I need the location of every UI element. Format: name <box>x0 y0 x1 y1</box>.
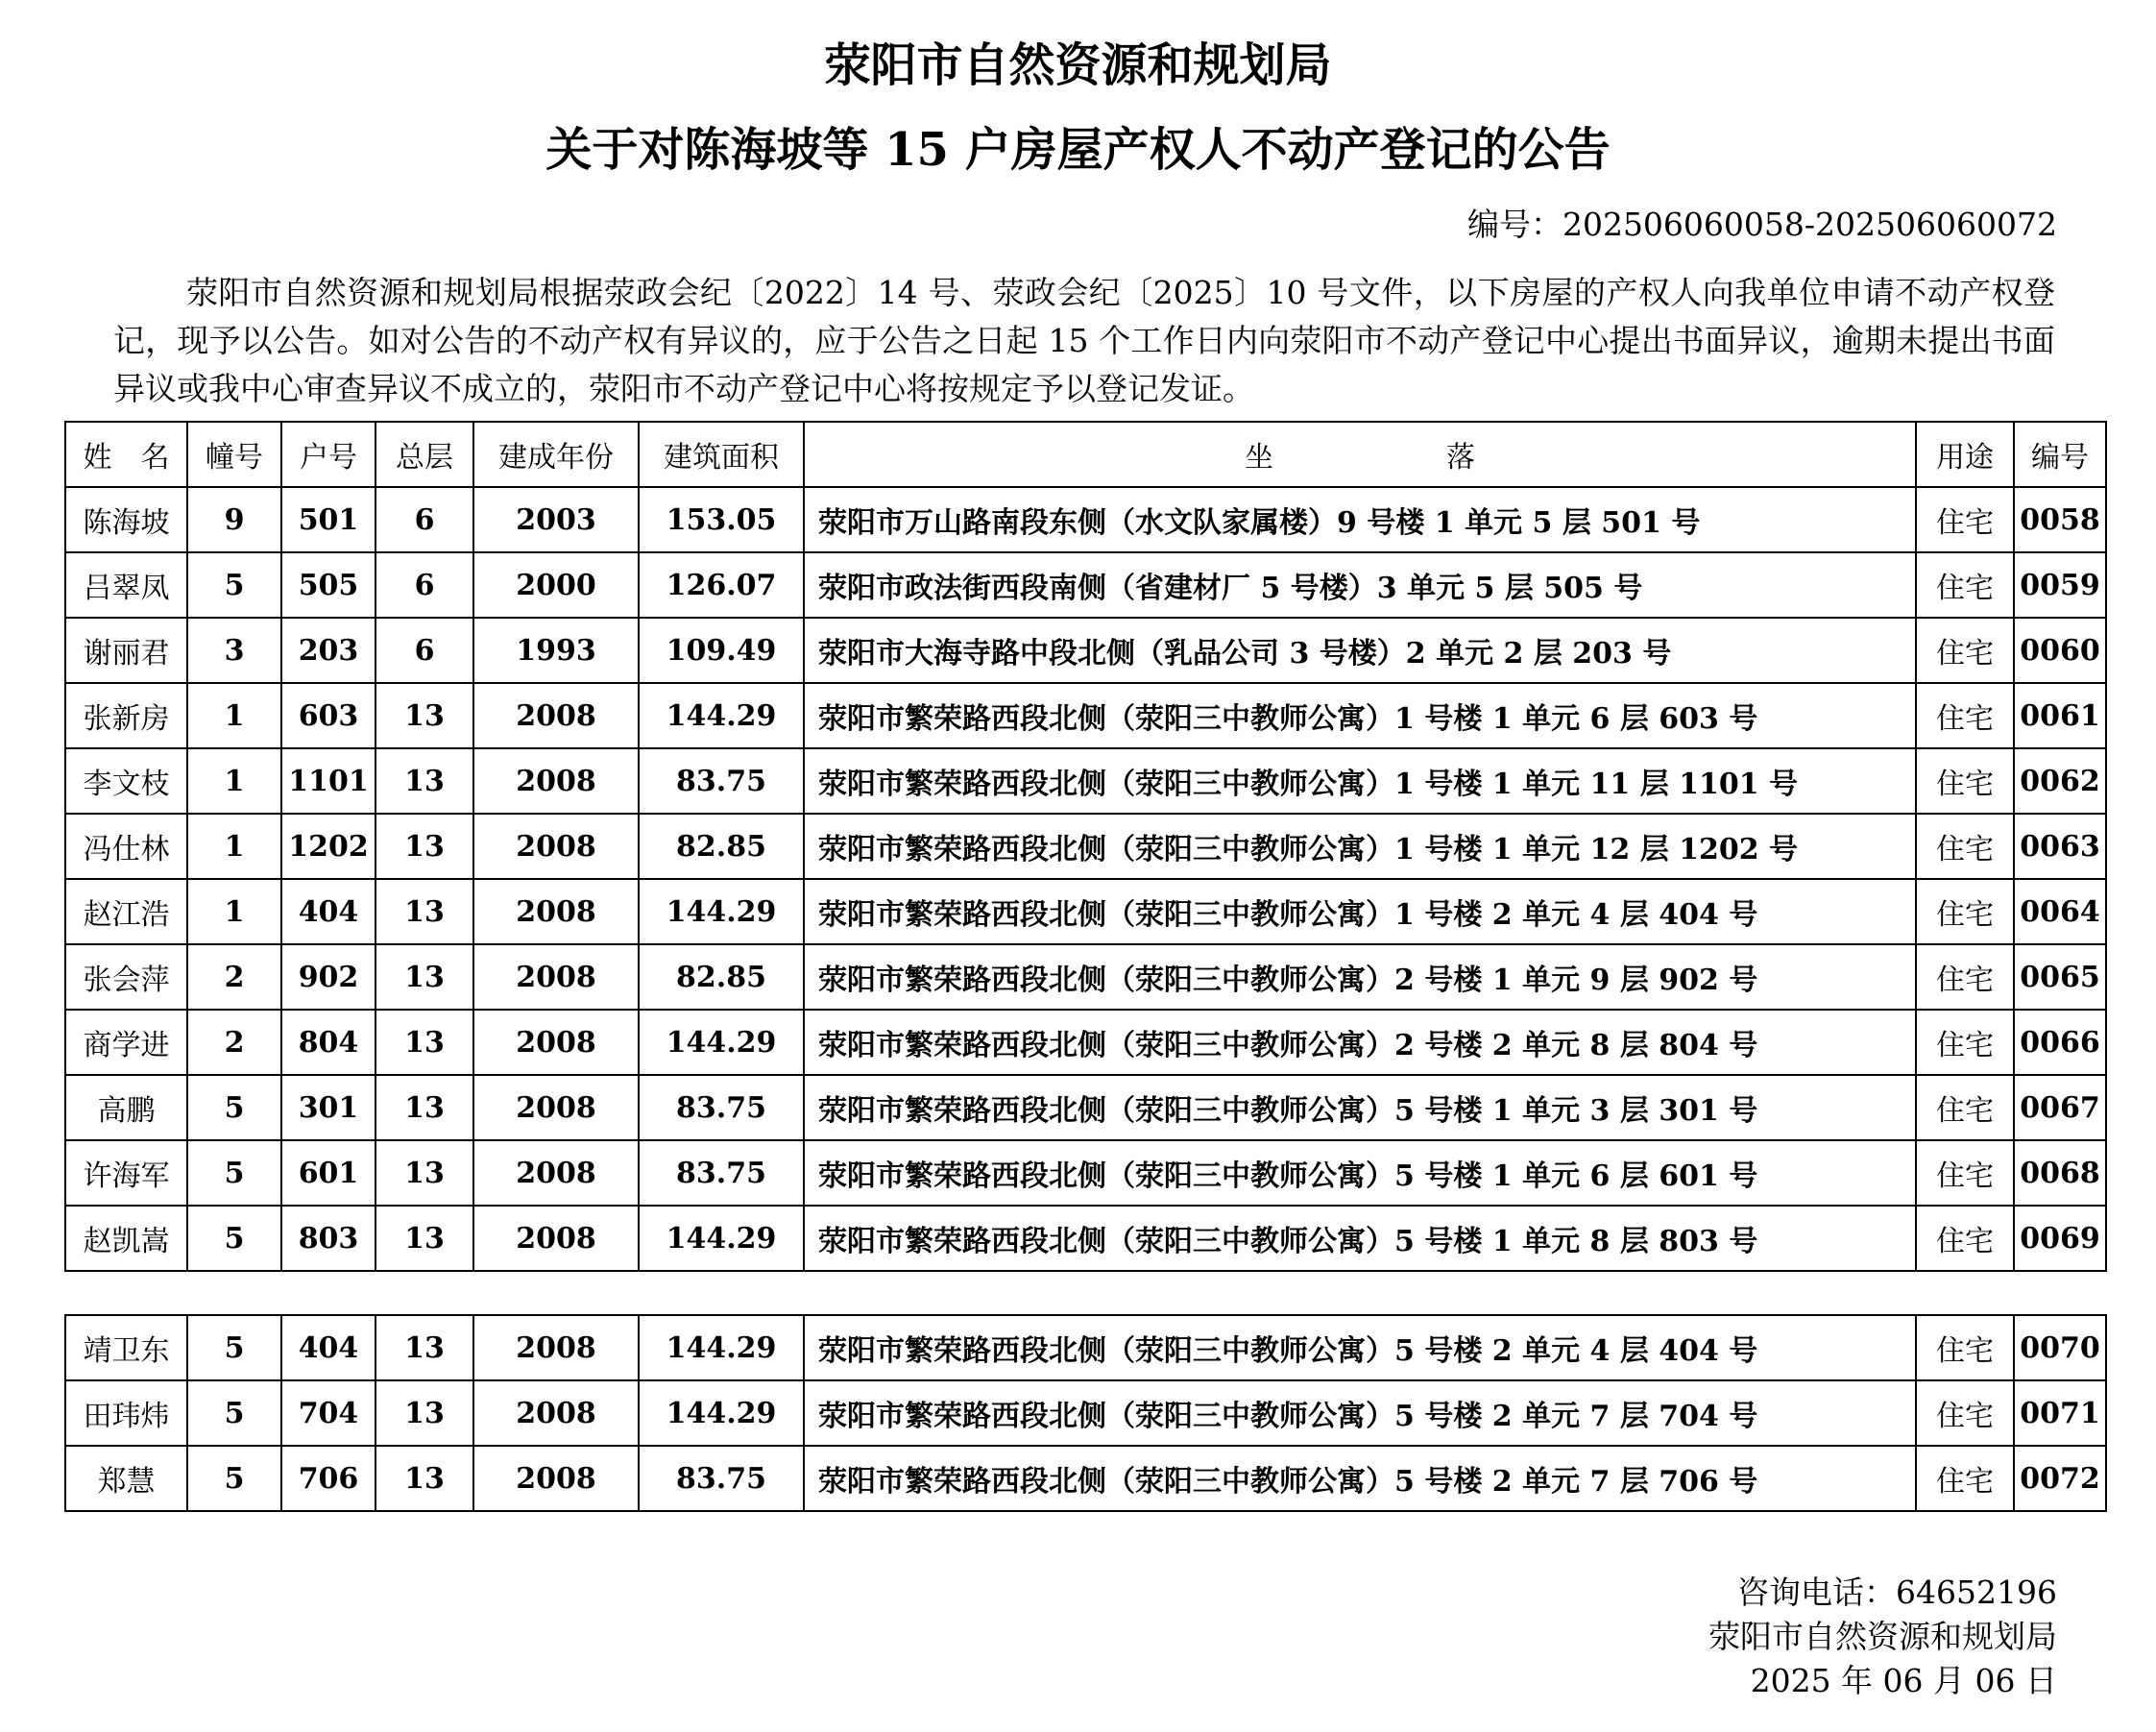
cell-location: 荥阳市万山路南段东侧（水文队家属楼）9 号楼 1 单元 5 层 501 号 <box>804 487 1916 552</box>
cell-unit: 505 <box>281 552 375 618</box>
cell-year: 2008 <box>473 1010 639 1075</box>
header-building: 幢号 <box>187 422 281 487</box>
cell-area: 144.29 <box>639 683 804 748</box>
registration-table-continued <box>64 1314 2107 1512</box>
cell-year: 2008 <box>473 944 639 1010</box>
cell-name: 赵江浩 <box>65 879 187 944</box>
cell-building: 5 <box>187 1446 281 1511</box>
cell-unit: 704 <box>281 1380 375 1446</box>
contact-phone: 咨询电话：64652196 <box>1737 1573 2057 1611</box>
cell-number: 0065 <box>2014 944 2106 1010</box>
cell-location: 荥阳市繁荣路西段北侧（荥阳三中教师公寓）2 号楼 1 单元 9 层 902 号 <box>804 944 1916 1010</box>
table-row <box>65 618 2106 683</box>
table-body <box>65 487 2106 1271</box>
cell-building: 2 <box>187 1010 281 1075</box>
header-number: 编号 <box>2014 422 2106 487</box>
cell-unit: 603 <box>281 683 375 748</box>
cell-number: 0064 <box>2014 879 2106 944</box>
cell-usage: 住宅 <box>1916 748 2014 814</box>
cell-building: 1 <box>187 683 281 748</box>
cell-number: 0072 <box>2014 1446 2106 1511</box>
cell-year: 2008 <box>473 879 639 944</box>
cell-floors: 13 <box>375 1140 473 1206</box>
signing-org: 荥阳市自然资源和规划局 <box>1708 1618 2057 1655</box>
cell-building: 3 <box>187 618 281 683</box>
cell-area: 144.29 <box>639 1380 804 1446</box>
cell-name: 赵凯嵩 <box>65 1206 187 1271</box>
cell-year: 2008 <box>473 1380 639 1446</box>
cell-building: 1 <box>187 748 281 814</box>
cell-building: 5 <box>187 1206 281 1271</box>
table-row <box>65 487 2106 552</box>
table-row <box>65 879 2106 944</box>
cell-unit: 706 <box>281 1446 375 1511</box>
cell-location: 荥阳市政法街西段南侧（省建材厂 5 号楼）3 单元 5 层 505 号 <box>804 552 1916 618</box>
cell-number: 0071 <box>2014 1380 2106 1446</box>
table-row <box>65 748 2106 814</box>
cell-name: 李文枝 <box>65 748 187 814</box>
cell-name: 商学进 <box>65 1010 187 1075</box>
cell-area: 83.75 <box>639 1075 804 1140</box>
cell-year: 2008 <box>473 1075 639 1140</box>
cell-usage: 住宅 <box>1916 1206 2014 1271</box>
cell-year: 1993 <box>473 618 639 683</box>
table-row <box>65 1446 2106 1511</box>
cell-unit: 804 <box>281 1010 375 1075</box>
cell-floors: 13 <box>375 944 473 1010</box>
cell-location: 荥阳市繁荣路西段北侧（荥阳三中教师公寓）2 号楼 2 单元 8 层 804 号 <box>804 1010 1916 1075</box>
cell-location: 荥阳市繁荣路西段北侧（荥阳三中教师公寓）5 号楼 2 单元 7 层 706 号 <box>804 1446 1916 1511</box>
table-row <box>65 944 2106 1010</box>
header-name: 姓 名 <box>65 422 187 487</box>
cell-unit: 902 <box>281 944 375 1010</box>
cell-name: 郑慧 <box>65 1446 187 1511</box>
cell-location: 荥阳市繁荣路西段北侧（荥阳三中教师公寓）5 号楼 1 单元 3 层 301 号 <box>804 1075 1916 1140</box>
cell-year: 2008 <box>473 1446 639 1511</box>
cell-building: 5 <box>187 1380 281 1446</box>
cell-floors: 13 <box>375 1380 473 1446</box>
cell-year: 2008 <box>473 1206 639 1271</box>
header-area: 建筑面积 <box>639 422 804 487</box>
cell-area: 144.29 <box>639 1315 804 1380</box>
cell-building: 9 <box>187 487 281 552</box>
cell-floors: 13 <box>375 1206 473 1271</box>
cell-area: 82.85 <box>639 814 804 879</box>
cell-unit: 1202 <box>281 814 375 879</box>
cell-usage: 住宅 <box>1916 618 2014 683</box>
cell-location: 荥阳市繁荣路西段北侧（荥阳三中教师公寓）1 号楼 2 单元 4 层 404 号 <box>804 879 1916 944</box>
registration-table <box>64 421 2107 1272</box>
cell-unit: 404 <box>281 879 375 944</box>
cell-usage: 住宅 <box>1916 487 2014 552</box>
notice-org-title: 荥阳市自然资源和规划局 <box>824 38 1332 92</box>
cell-unit: 203 <box>281 618 375 683</box>
cell-area: 83.75 <box>639 1140 804 1206</box>
cell-unit: 501 <box>281 487 375 552</box>
header-year: 建成年份 <box>473 422 639 487</box>
cell-unit: 404 <box>281 1315 375 1380</box>
cell-building: 5 <box>187 1075 281 1140</box>
document-number: 编号：202506060058-202506060072 <box>1466 206 2057 243</box>
header-location: 坐 落 <box>804 422 1916 487</box>
cell-unit: 803 <box>281 1206 375 1271</box>
cell-usage: 住宅 <box>1916 1315 2014 1380</box>
cell-year: 2000 <box>473 552 639 618</box>
cell-usage: 住宅 <box>1916 1010 2014 1075</box>
cell-name: 陈海坡 <box>65 487 187 552</box>
cell-year: 2008 <box>473 1140 639 1206</box>
cell-location: 荥阳市繁荣路西段北侧（荥阳三中教师公寓）5 号楼 2 单元 7 层 704 号 <box>804 1380 1916 1446</box>
cell-floors: 6 <box>375 618 473 683</box>
notice-intro: 荥阳市自然资源和规划局根据荥政会纪〔2022〕14 号、荥政会纪〔2025〕10 号文件，以下房屋的产权人向我单位申请不动产权登记，现予以公告。如对公告的不动产权有异议的，应于公告之日起 15 个工作日内向荥阳市不动产登记中心提出书面异议，逾期未提出书面异议或我中心审查异议不成立的，荥阳市不动产登记中心将按规定予以登记发证。 <box>113 274 2055 407</box>
cell-year: 2008 <box>473 748 639 814</box>
cell-usage: 住宅 <box>1916 814 2014 879</box>
cell-area: 83.75 <box>639 1446 804 1511</box>
cell-location: 荥阳市繁荣路西段北侧（荥阳三中教师公寓）1 号楼 1 单元 12 层 1202 号 <box>804 814 1916 879</box>
cell-unit: 601 <box>281 1140 375 1206</box>
cell-number: 0069 <box>2014 1206 2106 1271</box>
cell-floors: 13 <box>375 1446 473 1511</box>
cell-floors: 13 <box>375 748 473 814</box>
table-row <box>65 1140 2106 1206</box>
cell-number: 0070 <box>2014 1315 2106 1380</box>
cell-area: 83.75 <box>639 748 804 814</box>
cell-name: 靖卫东 <box>65 1315 187 1380</box>
cell-building: 1 <box>187 814 281 879</box>
cell-year: 2008 <box>473 814 639 879</box>
cell-name: 张新房 <box>65 683 187 748</box>
cell-number: 0067 <box>2014 1075 2106 1140</box>
table-row <box>65 552 2106 618</box>
table-row <box>65 1380 2106 1446</box>
table-row <box>65 1075 2106 1140</box>
header-usage: 用途 <box>1916 422 2014 487</box>
table-row <box>65 683 2106 748</box>
cell-usage: 住宅 <box>1916 1380 2014 1446</box>
cell-location: 荥阳市繁荣路西段北侧（荥阳三中教师公寓）5 号楼 1 单元 6 层 601 号 <box>804 1140 1916 1206</box>
cell-name: 田玮炜 <box>65 1380 187 1446</box>
cell-area: 144.29 <box>639 1010 804 1075</box>
cell-floors: 13 <box>375 1075 473 1140</box>
cell-location: 荥阳市繁荣路西段北侧（荥阳三中教师公寓）5 号楼 1 单元 8 层 803 号 <box>804 1206 1916 1271</box>
cell-name: 冯仕林 <box>65 814 187 879</box>
table-row <box>65 1315 2106 1380</box>
header-unit: 户号 <box>281 422 375 487</box>
cell-building: 5 <box>187 1315 281 1380</box>
cell-location: 荥阳市大海寺路中段北侧（乳品公司 3 号楼）2 单元 2 层 203 号 <box>804 618 1916 683</box>
cell-floors: 6 <box>375 487 473 552</box>
cell-number: 0063 <box>2014 814 2106 879</box>
notice-title: 关于对陈海坡等 15 户房屋产权人不动产登记的公告 <box>545 123 1611 177</box>
table-row <box>65 1206 2106 1271</box>
table-row <box>65 1010 2106 1075</box>
cell-floors: 13 <box>375 814 473 879</box>
cell-usage: 住宅 <box>1916 944 2014 1010</box>
cell-unit: 1101 <box>281 748 375 814</box>
cell-number: 0066 <box>2014 1010 2106 1075</box>
cell-year: 2008 <box>473 683 639 748</box>
cell-number: 0060 <box>2014 618 2106 683</box>
table-body-continued <box>65 1315 2106 1511</box>
cell-number: 0062 <box>2014 748 2106 814</box>
cell-location: 荥阳市繁荣路西段北侧（荥阳三中教师公寓）5 号楼 2 单元 4 层 404 号 <box>804 1315 1916 1380</box>
cell-floors: 13 <box>375 1315 473 1380</box>
cell-year: 2008 <box>473 1315 639 1380</box>
cell-unit: 301 <box>281 1075 375 1140</box>
cell-name: 张会萍 <box>65 944 187 1010</box>
cell-number: 0068 <box>2014 1140 2106 1206</box>
cell-floors: 6 <box>375 552 473 618</box>
cell-area: 144.29 <box>639 879 804 944</box>
table-row <box>65 814 2106 879</box>
cell-year: 2003 <box>473 487 639 552</box>
cell-area: 109.49 <box>639 618 804 683</box>
cell-area: 82.85 <box>639 944 804 1010</box>
cell-usage: 住宅 <box>1916 1075 2014 1140</box>
cell-area: 153.05 <box>639 487 804 552</box>
cell-usage: 住宅 <box>1916 552 2014 618</box>
cell-floors: 13 <box>375 683 473 748</box>
header-floors: 总层 <box>375 422 473 487</box>
cell-building: 2 <box>187 944 281 1010</box>
cell-building: 5 <box>187 1140 281 1206</box>
cell-name: 谢丽君 <box>65 618 187 683</box>
cell-name: 许海军 <box>65 1140 187 1206</box>
cell-area: 144.29 <box>639 1206 804 1271</box>
cell-usage: 住宅 <box>1916 1446 2014 1511</box>
cell-name: 高鹏 <box>65 1075 187 1140</box>
cell-floors: 13 <box>375 879 473 944</box>
cell-usage: 住宅 <box>1916 683 2014 748</box>
cell-location: 荥阳市繁荣路西段北侧（荥阳三中教师公寓）1 号楼 1 单元 6 层 603 号 <box>804 683 1916 748</box>
cell-location: 荥阳市繁荣路西段北侧（荥阳三中教师公寓）1 号楼 1 单元 11 层 1101 号 <box>804 748 1916 814</box>
notice-date: 2025 年 06 月 06 日 <box>1750 1662 2057 1699</box>
cell-number: 0059 <box>2014 552 2106 618</box>
table-header-row <box>65 422 2106 487</box>
cell-building: 5 <box>187 552 281 618</box>
cell-usage: 住宅 <box>1916 1140 2014 1206</box>
cell-number: 0061 <box>2014 683 2106 748</box>
cell-usage: 住宅 <box>1916 879 2014 944</box>
cell-floors: 13 <box>375 1010 473 1075</box>
cell-number: 0058 <box>2014 487 2106 552</box>
cell-building: 1 <box>187 879 281 944</box>
cell-area: 126.07 <box>639 552 804 618</box>
cell-name: 吕翠凤 <box>65 552 187 618</box>
